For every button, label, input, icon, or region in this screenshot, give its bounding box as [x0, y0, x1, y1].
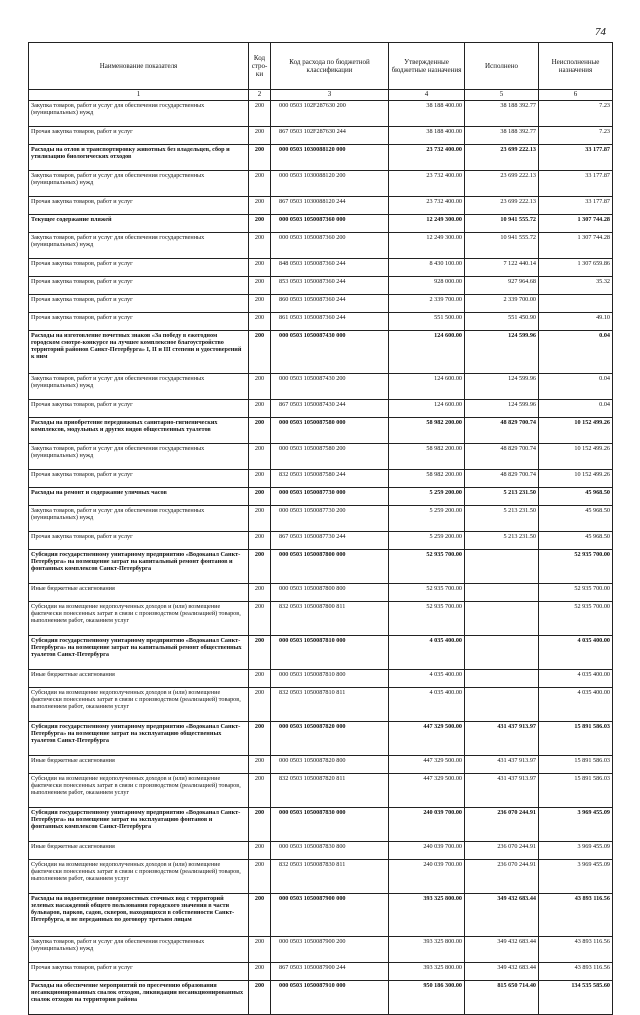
- row-executed-cell: 349 432 683.44: [465, 894, 539, 937]
- row-unexecuted-cell: 134 535 585.60: [539, 981, 613, 1015]
- table-row: [29, 532, 613, 550]
- table-row: [29, 636, 613, 670]
- row-name-cell: Субсидии на возмещение недополученных доходов и (или) возмещение фактически понесенных затрат в связи с производством (реализацией) товаров, выполнением работ, оказанием услуг: [29, 688, 249, 722]
- column-number-row: [29, 90, 613, 101]
- row-name-cell: Закупка товаров, работ и услуг для обеспечения государственных (муниципальных) нужд: [29, 171, 249, 197]
- table-body: [29, 90, 613, 1015]
- row-executed-cell: [465, 602, 539, 636]
- row-approved-cell: 124 600.00: [389, 374, 465, 400]
- row-executed-cell: [465, 688, 539, 722]
- row-unexecuted-cell: 0.04: [539, 400, 613, 418]
- budget-execution-table: [28, 42, 613, 1015]
- row-classification-cell: 853 0503 1050087360 244: [271, 277, 389, 295]
- row-line-code-cell: 200: [249, 842, 271, 860]
- row-executed-cell: 23 699 222.13: [465, 145, 539, 171]
- row-line-code-cell: 200: [249, 171, 271, 197]
- row-name-cell: Расходы на ремонт и содержание уличных часов: [29, 488, 249, 506]
- row-unexecuted-cell: 43 893 116.56: [539, 963, 613, 981]
- row-approved-cell: 5 259 200.00: [389, 532, 465, 550]
- row-line-code-cell: 200: [249, 295, 271, 313]
- row-approved-cell: 52 935 700.00: [389, 550, 465, 584]
- row-line-code-cell: 200: [249, 937, 271, 963]
- row-name-cell: Прочая закупка товаров, работ и услуг: [29, 295, 249, 313]
- row-line-code-cell: 200: [249, 981, 271, 1015]
- row-executed-cell: 10 941 555.72: [465, 215, 539, 233]
- table-row: [29, 313, 613, 331]
- row-line-code-cell: 200: [249, 584, 271, 602]
- row-line-code-cell: 200: [249, 374, 271, 400]
- row-classification-cell: 000 0503 102F287630 200: [271, 101, 389, 127]
- table-row: [29, 860, 613, 894]
- row-approved-cell: 38 188 400.00: [389, 101, 465, 127]
- row-approved-cell: 551 500.00: [389, 313, 465, 331]
- row-unexecuted-cell: 45 968.50: [539, 488, 613, 506]
- row-classification-cell: 867 0503 102F287630 244: [271, 127, 389, 145]
- row-unexecuted-cell: 33 177.87: [539, 171, 613, 197]
- row-unexecuted-cell: 3 969 455.09: [539, 808, 613, 842]
- row-classification-cell: 000 0503 1050087580 000: [271, 418, 389, 444]
- row-approved-cell: 52 935 700.00: [389, 584, 465, 602]
- row-unexecuted-cell: 33 177.87: [539, 197, 613, 215]
- row-executed-cell: 2 339 700.00: [465, 295, 539, 313]
- row-name-cell: Субсидия государственному унитарному предприятию «Водоканал Санкт-Петербурга» на возмещение затрат на эксплуатацию общественных туалетов Санкт-Петербурга: [29, 722, 249, 756]
- row-line-code-cell: 200: [249, 197, 271, 215]
- row-classification-cell: 000 0503 1050087910 000: [271, 981, 389, 1015]
- row-approved-cell: 928 000.00: [389, 277, 465, 295]
- row-executed-cell: 236 070 244.91: [465, 842, 539, 860]
- row-executed-cell: 23 699 222.13: [465, 171, 539, 197]
- table-row: [29, 774, 613, 808]
- row-name-cell: Иные бюджетные ассигнования: [29, 842, 249, 860]
- row-executed-cell: 38 188 392.77: [465, 127, 539, 145]
- row-name-cell: Прочая закупка товаров, работ и услуг: [29, 400, 249, 418]
- table-row: [29, 145, 613, 171]
- row-classification-cell: 000 0503 1050087810 800: [271, 670, 389, 688]
- row-unexecuted-cell: 3 969 455.09: [539, 860, 613, 894]
- row-classification-cell: 000 0503 1050087360 000: [271, 215, 389, 233]
- column-number: 2: [249, 90, 271, 101]
- row-unexecuted-cell: 43 893 116.56: [539, 937, 613, 963]
- row-name-cell: Закупка товаров, работ и услуг для обеспечения государственных (муниципальных) нужд: [29, 506, 249, 532]
- row-line-code-cell: 200: [249, 313, 271, 331]
- row-executed-cell: 7 122 440.14: [465, 259, 539, 277]
- row-executed-cell: 349 432 683.44: [465, 963, 539, 981]
- row-classification-cell: 867 0503 1050087900 244: [271, 963, 389, 981]
- row-executed-cell: 48 829 700.74: [465, 470, 539, 488]
- table-row: [29, 963, 613, 981]
- table-row: [29, 233, 613, 259]
- row-executed-cell: [465, 584, 539, 602]
- row-executed-cell: 5 213 231.50: [465, 506, 539, 532]
- column-number: 3: [271, 90, 389, 101]
- header-expense-code: Код расхода по бюджетной классификации: [271, 43, 389, 90]
- table-row: [29, 722, 613, 756]
- column-number: 5: [465, 90, 539, 101]
- row-line-code-cell: 200: [249, 101, 271, 127]
- row-classification-cell: 000 0503 1050087580 200: [271, 444, 389, 470]
- row-name-cell: Субсидия государственному унитарному предприятию «Водоканал Санкт-Петербурга» на возмещение затрат на капитальный ремонт общественных туалетов Санкт-Петербурга: [29, 636, 249, 670]
- row-unexecuted-cell: 1 307 659.86: [539, 259, 613, 277]
- row-name-cell: Закупка товаров, работ и услуг для обеспечения государственных (муниципальных) нужд: [29, 937, 249, 963]
- row-classification-cell: 000 0503 1050087830 000: [271, 808, 389, 842]
- row-name-cell: Расходы на изготовление почетных знаков «За победу в ежегодном городском смотре-конкурсе на лучшее комплексное благоустройство территорий районов Санкт-Петербурга» I, II и III степени и удостоверений к ним: [29, 331, 249, 374]
- row-name-cell: Прочая закупка товаров, работ и услуг: [29, 197, 249, 215]
- row-approved-cell: 38 188 400.00: [389, 127, 465, 145]
- row-line-code-cell: 200: [249, 331, 271, 374]
- table-header: [29, 43, 613, 90]
- row-classification-cell: 000 0503 1050087810 000: [271, 636, 389, 670]
- column-number: 4: [389, 90, 465, 101]
- row-name-cell: Прочая закупка товаров, работ и услуг: [29, 259, 249, 277]
- row-name-cell: Прочая закупка товаров, работ и услуг: [29, 127, 249, 145]
- table-row: [29, 506, 613, 532]
- row-executed-cell: 23 699 222.13: [465, 197, 539, 215]
- row-name-cell: Субсидия государственному унитарному предприятию «Водоканал Санкт-Петербурга» на возмещение затрат на эксплуатацию фонтанов и фонтанных комплексов Санкт-Петербурга: [29, 808, 249, 842]
- header-line-code: Код стро-ки: [249, 43, 271, 90]
- row-classification-cell: 000 0503 1050087730 200: [271, 506, 389, 532]
- row-unexecuted-cell: 52 935 700.00: [539, 602, 613, 636]
- table-row: [29, 584, 613, 602]
- row-unexecuted-cell: 15 891 586.03: [539, 722, 613, 756]
- row-name-cell: Иные бюджетные ассигнования: [29, 756, 249, 774]
- table-row: [29, 444, 613, 470]
- row-classification-cell: 000 0503 1050087820 000: [271, 722, 389, 756]
- row-unexecuted-cell: 4 035 400.00: [539, 670, 613, 688]
- row-unexecuted-cell: 49.10: [539, 313, 613, 331]
- row-line-code-cell: 200: [249, 774, 271, 808]
- row-executed-cell: 236 070 244.91: [465, 808, 539, 842]
- row-line-code-cell: 200: [249, 688, 271, 722]
- table-row: [29, 981, 613, 1015]
- row-approved-cell: 58 982 200.00: [389, 418, 465, 444]
- row-name-cell: Субсидии на возмещение недополученных доходов и (или) возмещение фактически понесенных затрат в связи с производством (реализацией) товаров, выполнением работ, оказанием услуг: [29, 860, 249, 894]
- row-executed-cell: 5 213 231.50: [465, 532, 539, 550]
- row-unexecuted-cell: 10 152 499.26: [539, 418, 613, 444]
- row-line-code-cell: 200: [249, 670, 271, 688]
- row-executed-cell: 5 213 231.50: [465, 488, 539, 506]
- row-approved-cell: 12 249 300.00: [389, 233, 465, 259]
- row-unexecuted-cell: 4 035 400.00: [539, 688, 613, 722]
- row-line-code-cell: 200: [249, 506, 271, 532]
- row-approved-cell: 240 039 700.00: [389, 808, 465, 842]
- table-row: [29, 215, 613, 233]
- row-approved-cell: 447 329 500.00: [389, 722, 465, 756]
- row-approved-cell: 5 259 200.00: [389, 506, 465, 532]
- row-classification-cell: 000 0503 1050087830 800: [271, 842, 389, 860]
- table-row: [29, 488, 613, 506]
- row-name-cell: Закупка товаров, работ и услуг для обеспечения государственных (муниципальных) нужд: [29, 374, 249, 400]
- table-row: [29, 808, 613, 842]
- row-approved-cell: 8 430 100.00: [389, 259, 465, 277]
- table-row: [29, 259, 613, 277]
- table-row: [29, 937, 613, 963]
- row-classification-cell: 832 0503 1050087810 811: [271, 688, 389, 722]
- row-line-code-cell: 200: [249, 808, 271, 842]
- row-line-code-cell: 200: [249, 860, 271, 894]
- row-classification-cell: 867 0503 1050087730 244: [271, 532, 389, 550]
- table-row: [29, 400, 613, 418]
- table-row: [29, 295, 613, 313]
- row-line-code-cell: 200: [249, 444, 271, 470]
- row-classification-cell: 000 0503 1050087900 200: [271, 937, 389, 963]
- row-unexecuted-cell: 4 035 400.00: [539, 636, 613, 670]
- row-classification-cell: 832 0503 1050087800 811: [271, 602, 389, 636]
- row-name-cell: Иные бюджетные ассигнования: [29, 584, 249, 602]
- row-classification-cell: 000 0503 1030088120 200: [271, 171, 389, 197]
- row-classification-cell: 867 0503 1050087430 244: [271, 400, 389, 418]
- row-approved-cell: 58 982 200.00: [389, 444, 465, 470]
- row-classification-cell: 000 0503 1050087430 000: [271, 331, 389, 374]
- row-executed-cell: 349 432 683.44: [465, 937, 539, 963]
- row-line-code-cell: 200: [249, 145, 271, 171]
- row-approved-cell: 393 325 800.00: [389, 937, 465, 963]
- row-line-code-cell: 200: [249, 602, 271, 636]
- row-executed-cell: 431 437 913.97: [465, 722, 539, 756]
- row-line-code-cell: 200: [249, 532, 271, 550]
- row-line-code-cell: 200: [249, 470, 271, 488]
- row-executed-cell: 815 650 714.40: [465, 981, 539, 1015]
- table-row: [29, 602, 613, 636]
- row-line-code-cell: 200: [249, 400, 271, 418]
- row-unexecuted-cell: 10 152 499.26: [539, 470, 613, 488]
- row-classification-cell: 861 0503 1050087360 244: [271, 313, 389, 331]
- column-number: 1: [29, 90, 249, 101]
- row-name-cell: Прочая закупка товаров, работ и услуг: [29, 277, 249, 295]
- row-classification-cell: 832 0503 1050087580 244: [271, 470, 389, 488]
- row-line-code-cell: 200: [249, 233, 271, 259]
- row-approved-cell: 23 732 400.00: [389, 171, 465, 197]
- row-name-cell: Прочая закупка товаров, работ и услуг: [29, 313, 249, 331]
- table-row: [29, 374, 613, 400]
- row-unexecuted-cell: 0.04: [539, 374, 613, 400]
- row-unexecuted-cell: 33 177.87: [539, 145, 613, 171]
- row-unexecuted-cell: 10 152 499.26: [539, 444, 613, 470]
- row-executed-cell: [465, 670, 539, 688]
- row-approved-cell: 124 600.00: [389, 400, 465, 418]
- row-classification-cell: 832 0503 1050087820 811: [271, 774, 389, 808]
- row-approved-cell: 4 035 400.00: [389, 670, 465, 688]
- row-unexecuted-cell: 15 891 586.03: [539, 756, 613, 774]
- row-approved-cell: 23 732 400.00: [389, 197, 465, 215]
- row-name-cell: Закупка товаров, работ и услуг для обеспечения государственных (муниципальных) нужд: [29, 444, 249, 470]
- row-unexecuted-cell: [539, 295, 613, 313]
- row-classification-cell: 867 0503 1030088120 244: [271, 197, 389, 215]
- row-executed-cell: 38 188 392.77: [465, 101, 539, 127]
- table-row: [29, 101, 613, 127]
- row-line-code-cell: 200: [249, 963, 271, 981]
- row-classification-cell: 860 0503 1050087360 244: [271, 295, 389, 313]
- row-approved-cell: 393 325 800.00: [389, 894, 465, 937]
- table-row: [29, 418, 613, 444]
- row-classification-cell: 000 0503 1050087730 000: [271, 488, 389, 506]
- row-unexecuted-cell: 45 968.50: [539, 506, 613, 532]
- row-executed-cell: 48 829 700.74: [465, 418, 539, 444]
- row-name-cell: Закупка товаров, работ и услуг для обеспечения государственных (муниципальных) нужд: [29, 101, 249, 127]
- row-classification-cell: 832 0503 1050087830 811: [271, 860, 389, 894]
- header-name: Наименование показателя: [29, 43, 249, 90]
- row-approved-cell: 240 039 700.00: [389, 842, 465, 860]
- row-name-cell: Субсидии на возмещение недополученных доходов и (или) возмещение фактически понесенных затрат в связи с производством (реализацией) товаров, выполнением работ, оказанием услуг: [29, 602, 249, 636]
- row-executed-cell: 927 964.68: [465, 277, 539, 295]
- row-line-code-cell: 200: [249, 488, 271, 506]
- row-name-cell: Прочая закупка товаров, работ и услуг: [29, 963, 249, 981]
- row-executed-cell: 124 599.96: [465, 374, 539, 400]
- column-number: 6: [539, 90, 613, 101]
- row-approved-cell: 12 249 300.00: [389, 215, 465, 233]
- row-classification-cell: 000 0503 1050087800 000: [271, 550, 389, 584]
- row-executed-cell: 236 070 244.91: [465, 860, 539, 894]
- row-executed-cell: [465, 550, 539, 584]
- table-row: [29, 756, 613, 774]
- row-approved-cell: 4 035 400.00: [389, 688, 465, 722]
- header-executed: Исполнено: [465, 43, 539, 90]
- row-line-code-cell: 200: [249, 636, 271, 670]
- table-row: [29, 197, 613, 215]
- row-executed-cell: 551 450.90: [465, 313, 539, 331]
- row-approved-cell: 240 039 700.00: [389, 860, 465, 894]
- row-name-cell: Расходы на водоотведение поверхностных сточных вод с территорий зеленых насаждений общего пользования городского значения в части бульваров, парков, садов, скверов, находящихся в собственности Санкт-Петербурга, и не переданных по договору третьим лицам: [29, 894, 249, 937]
- table-row: [29, 688, 613, 722]
- row-approved-cell: 950 186 300.00: [389, 981, 465, 1015]
- row-executed-cell: 10 941 555.72: [465, 233, 539, 259]
- row-executed-cell: 431 437 913.97: [465, 756, 539, 774]
- row-name-cell: Закупка товаров, работ и услуг для обеспечения государственных (муниципальных) нужд: [29, 233, 249, 259]
- table-row: [29, 171, 613, 197]
- row-name-cell: Прочая закупка товаров, работ и услуг: [29, 532, 249, 550]
- row-unexecuted-cell: 43 893 116.56: [539, 894, 613, 937]
- row-unexecuted-cell: 0.04: [539, 331, 613, 374]
- row-approved-cell: 5 259 200.00: [389, 488, 465, 506]
- row-unexecuted-cell: 3 969 455.09: [539, 842, 613, 860]
- row-name-cell: Иные бюджетные ассигнования: [29, 670, 249, 688]
- row-classification-cell: 848 0503 1050087360 244: [271, 259, 389, 277]
- row-unexecuted-cell: 45 968.50: [539, 532, 613, 550]
- table-row: [29, 277, 613, 295]
- row-name-cell: Расходы на приобретение передвижных санитарно-гигиенических комплексов, модульных и других видов общественных туалетов: [29, 418, 249, 444]
- row-name-cell: Прочая закупка товаров, работ и услуг: [29, 470, 249, 488]
- header-approved: Утвержденные бюджетные назначения: [389, 43, 465, 90]
- row-classification-cell: 000 0503 1050087800 800: [271, 584, 389, 602]
- row-approved-cell: 58 982 200.00: [389, 470, 465, 488]
- row-line-code-cell: 200: [249, 259, 271, 277]
- table-row: [29, 550, 613, 584]
- table-row: [29, 670, 613, 688]
- row-name-cell: Субсидия государственному унитарному предприятию «Водоканал Санкт-Петербурга» на возмещение затрат на капитальный ремонт фонтанов и фонтанных комплексов Санкт-Петербурга: [29, 550, 249, 584]
- row-executed-cell: 431 437 913.97: [465, 774, 539, 808]
- row-approved-cell: 4 035 400.00: [389, 636, 465, 670]
- row-approved-cell: 393 325 800.00: [389, 963, 465, 981]
- table-row: [29, 331, 613, 374]
- row-line-code-cell: 200: [249, 894, 271, 937]
- row-unexecuted-cell: 52 935 700.00: [539, 550, 613, 584]
- row-executed-cell: 124 599.96: [465, 400, 539, 418]
- row-classification-cell: 000 0503 1050087430 200: [271, 374, 389, 400]
- row-approved-cell: 23 732 400.00: [389, 145, 465, 171]
- table-row: [29, 470, 613, 488]
- page-number: 74: [595, 26, 606, 38]
- row-executed-cell: 48 829 700.74: [465, 444, 539, 470]
- table-row: [29, 842, 613, 860]
- row-executed-cell: 124 599.96: [465, 331, 539, 374]
- row-unexecuted-cell: 7.23: [539, 101, 613, 127]
- row-classification-cell: 000 0503 1050087900 000: [271, 894, 389, 937]
- row-name-cell: Текущее содержание пляжей: [29, 215, 249, 233]
- row-name-cell: Субсидии на возмещение недополученных доходов и (или) возмещение фактически понесенных затрат в связи с производством (реализацией) товаров, выполнением работ, оказанием услуг: [29, 774, 249, 808]
- row-approved-cell: 447 329 500.00: [389, 756, 465, 774]
- budget-execution-table-wrapper: [28, 42, 612, 1015]
- row-unexecuted-cell: 35.32: [539, 277, 613, 295]
- row-approved-cell: 447 329 500.00: [389, 774, 465, 808]
- row-unexecuted-cell: 7.23: [539, 127, 613, 145]
- row-unexecuted-cell: 15 891 586.03: [539, 774, 613, 808]
- row-classification-cell: 000 0503 1030088120 000: [271, 145, 389, 171]
- row-line-code-cell: 200: [249, 127, 271, 145]
- row-name-cell: Расходы на обеспечение мероприятий по пресечению образования несанкционированных свалок отходов, ликвидации несанкционированных свалок отходов на территории района: [29, 981, 249, 1015]
- row-line-code-cell: 200: [249, 756, 271, 774]
- row-approved-cell: 52 935 700.00: [389, 602, 465, 636]
- row-unexecuted-cell: 1 307 744.28: [539, 233, 613, 259]
- row-line-code-cell: 200: [249, 550, 271, 584]
- row-executed-cell: [465, 636, 539, 670]
- row-line-code-cell: 200: [249, 722, 271, 756]
- row-classification-cell: 000 0503 1050087820 800: [271, 756, 389, 774]
- row-line-code-cell: 200: [249, 418, 271, 444]
- row-approved-cell: 124 600.00: [389, 331, 465, 374]
- row-name-cell: Расходы на отлов и транспортировку животных без владельцев, сбор и утилизацию биологических отходов: [29, 145, 249, 171]
- row-unexecuted-cell: 52 935 700.00: [539, 584, 613, 602]
- row-approved-cell: 2 339 700.00: [389, 295, 465, 313]
- row-unexecuted-cell: 1 307 744.28: [539, 215, 613, 233]
- row-classification-cell: 000 0503 1050087360 200: [271, 233, 389, 259]
- table-row: [29, 894, 613, 937]
- header-unexecuted: Неисполненные назначения: [539, 43, 613, 90]
- table-row: [29, 127, 613, 145]
- row-line-code-cell: 200: [249, 215, 271, 233]
- row-line-code-cell: 200: [249, 277, 271, 295]
